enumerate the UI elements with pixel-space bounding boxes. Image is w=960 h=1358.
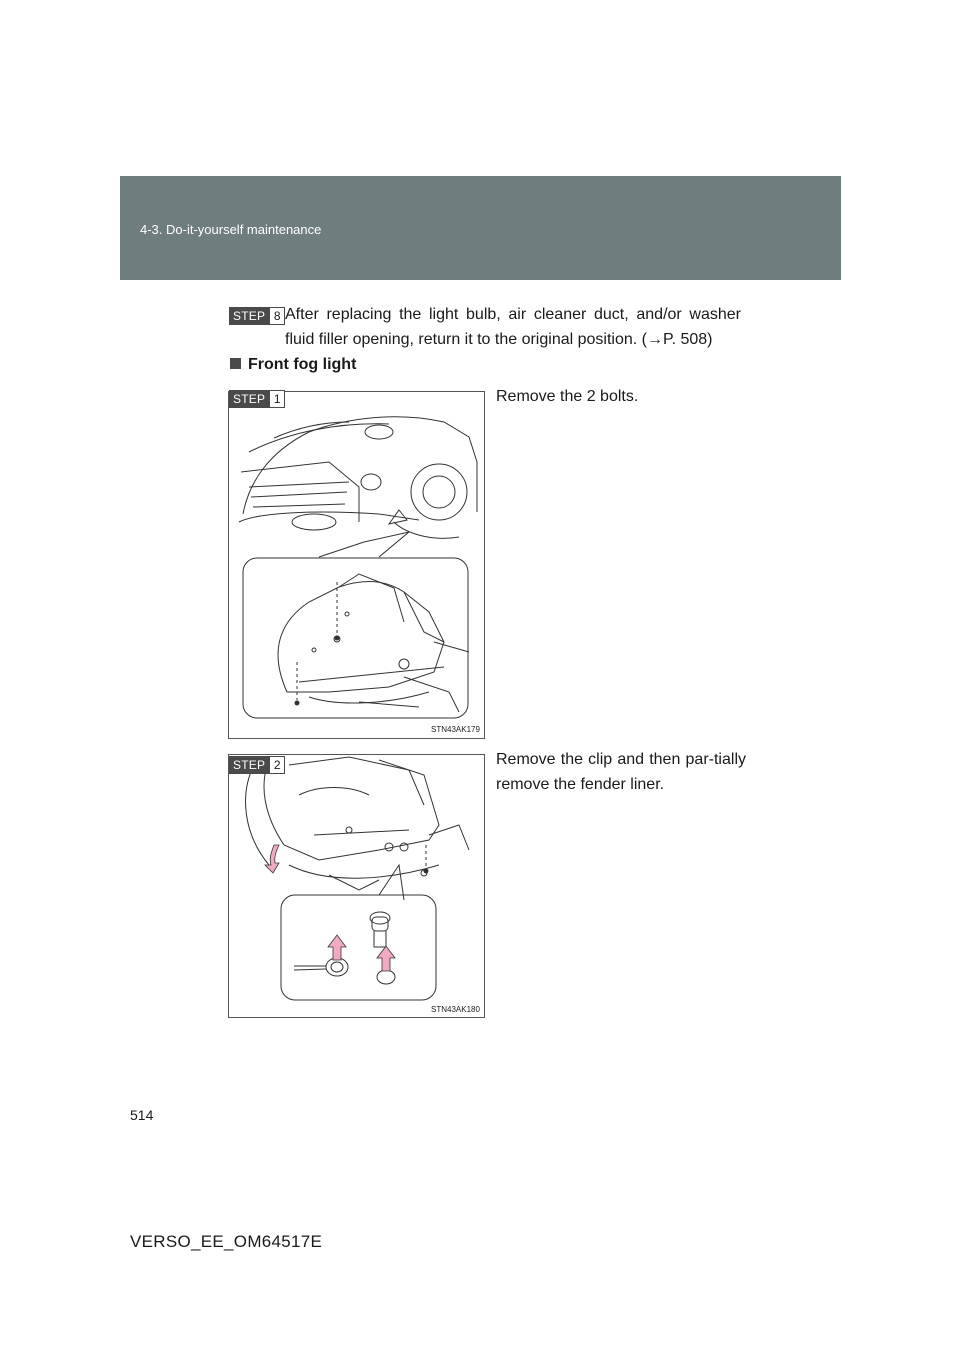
step-number: 1 xyxy=(269,390,285,408)
section-title: 4-3. Do-it-yourself maintenance xyxy=(140,222,322,237)
step-1-badge xyxy=(229,390,285,408)
clip-removal-illustration xyxy=(229,755,484,1017)
step-1-text: Remove the 2 bolts. xyxy=(496,388,639,405)
step-2-text: Remove the clip and then par-tially remove the fender liner. xyxy=(496,751,746,793)
step-number: 2 xyxy=(269,756,285,774)
subsection-heading xyxy=(230,356,356,374)
figure-code: STN43AK180 xyxy=(431,1005,480,1014)
step-number: 8 xyxy=(269,307,285,325)
page-number: 514 xyxy=(130,1107,154,1123)
figure-code: STN43AK179 xyxy=(431,725,480,734)
step-label: STEP xyxy=(229,756,269,774)
step-label: STEP xyxy=(229,307,269,325)
step-label: STEP xyxy=(229,390,269,408)
step-2-badge xyxy=(229,756,285,774)
square-bullet-icon xyxy=(230,358,241,369)
document-code: VERSO_EE_OM64517E xyxy=(130,1232,323,1251)
figure-step-1 xyxy=(228,391,485,739)
subsection-heading-text: Front fog light xyxy=(248,356,357,373)
step-8-badge xyxy=(229,307,285,325)
step-8-text: After replacing the light bulb, air cleaner duct, and/or washer fluid filler opening, return it to the original position. (→P. 508) xyxy=(285,306,741,348)
car-front-bolts-illustration xyxy=(229,392,484,738)
figure-step-2 xyxy=(228,754,485,1018)
